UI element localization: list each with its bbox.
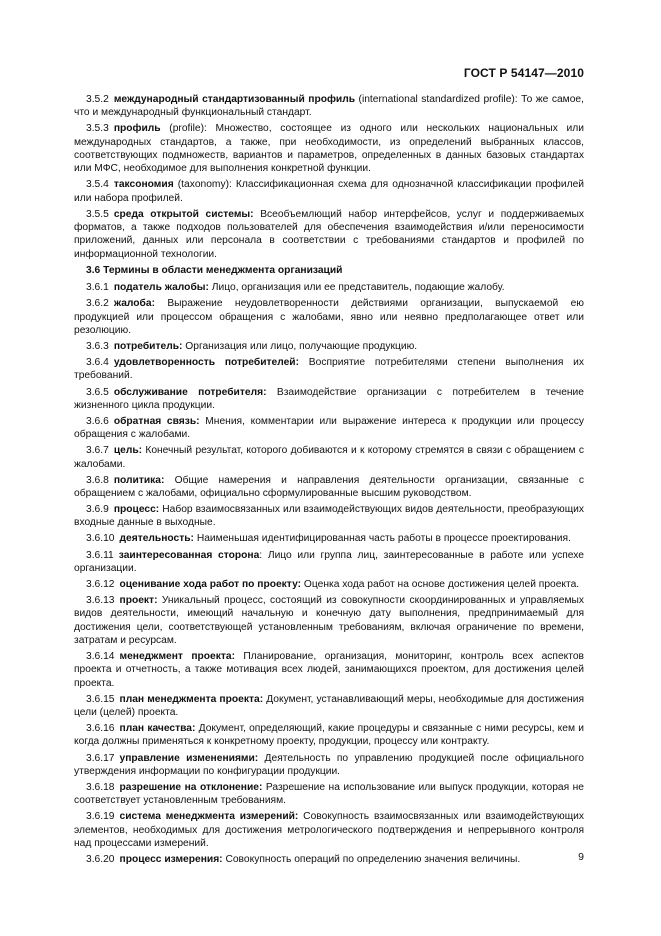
definition-paragraph (74, 532, 584, 545)
definition-term: цель: (113, 445, 143, 457)
definition-term: податель жалобы: (113, 282, 209, 294)
definition-term: менеджмент проекта: (119, 651, 236, 663)
definition-term: обратная связь: (113, 415, 200, 427)
definition-paragraph (74, 474, 584, 501)
definition-number: 3.6.14 (86, 651, 115, 663)
definition-paragraph (74, 781, 584, 808)
definition-text: Набор взаимосвязанных или взаимодействующих видов деятельности, преобразующих входные данные в выходные. (74, 504, 584, 529)
definition-text: Совокупность взаимосвязанных или взаимодействующих элементов, необходимых для достижения метрологического подтверждения и непрерывного контроля над процессами измерений. (74, 811, 584, 849)
definition-paragraph (74, 578, 584, 591)
definition-number: 3.6.20 (86, 853, 115, 865)
definition-term: процесс измерения: (119, 853, 223, 865)
definition-number: 3.6.12 (86, 578, 115, 590)
definition-term: разрешение на отклонение: (119, 781, 263, 793)
definition-text: (profile): Множество, состоящее из одного или нескольких национальных или международных стандартов, а также, при необходимости, из определений выбранных классов, соответствующих подмножеств, вариантов и параметров, определенных в данных базовых стандартах или МФС, необходимое для выполнения конкретной функции. (74, 123, 584, 175)
definition-paragraph (74, 810, 584, 850)
definition-number: 3.6.19 (86, 811, 115, 823)
definition-paragraph (74, 444, 584, 471)
definition-number: 3.6.16 (86, 723, 115, 735)
definition-number: 3.6.6 (86, 415, 109, 427)
definition-number: 3.6.11 (86, 549, 114, 561)
section-3-6-definitions (74, 281, 584, 866)
definition-text: Общие намерения и направления деятельности организации, связанные с обращением с жалобами, официально сформулированные высшим руководством. (74, 474, 584, 499)
definition-text: Планирование, организация, мониторинг, контроль всех аспектов проекта и отчетность, а также мотивация всех людей, занимающихся проектом, для достижения целей проекта. (74, 651, 584, 689)
definition-number: 3.6.9 (86, 504, 109, 516)
definition-paragraph (74, 650, 584, 690)
definition-text: Мнения, комментарии или выражение интереса к продукции или процессу обращения с жалобами. (74, 415, 584, 441)
definition-paragraph (74, 178, 584, 205)
definition-paragraph (74, 503, 584, 530)
definition-number: 3.6.13 (86, 595, 115, 607)
definition-text: Оценка хода работ на основе достижения целей проекта. (301, 578, 580, 590)
definition-number: 3.5.5 (86, 208, 109, 220)
definition-paragraph (74, 340, 584, 353)
definition-term: среда открытой системы: (113, 208, 254, 220)
definition-term: система менеджмента измерений: (119, 811, 299, 823)
definition-term: потребитель: (113, 341, 183, 353)
definition-term: удовлетворенность потребителей: (113, 357, 300, 369)
definition-paragraph (74, 693, 584, 720)
definition-term: международный стандартизованный профиль (113, 94, 356, 105)
definition-number: 3.6.15 (86, 693, 115, 705)
definition-number: 3.6.1 (86, 282, 109, 294)
definition-number: 3.6.2 (86, 298, 109, 310)
definition-paragraph (74, 853, 584, 866)
definition-number: 3.5.4 (86, 179, 109, 191)
definition-term: проект: (119, 595, 158, 607)
definition-paragraph (74, 122, 584, 175)
page-number: 9 (578, 851, 584, 863)
definition-term: деятельность: (119, 533, 194, 545)
definition-number: 3.6.18 (86, 781, 115, 793)
definition-number: 3.6.4 (86, 357, 109, 369)
definition-paragraph (74, 594, 584, 647)
definition-text: Документ, определяющий, какие процедуры и связанные с ними ресурсы, кем и когда должны применяться к конкретному проекту, продукции, процессу или контракту. (74, 723, 584, 748)
definition-paragraph (74, 297, 584, 337)
definition-number: 3.6.10 (86, 533, 115, 545)
definition-text: Деятельность по управлению продукцией после официального утверждения информации по конфигурации продукции. (74, 752, 584, 777)
section-3-5-definitions (74, 93, 584, 261)
definition-text: Совокупность операций по определению значения величины. (222, 853, 521, 865)
definition-text: Восприятие потребителями степени выполнения их требований. (74, 357, 585, 382)
definition-paragraph (74, 415, 584, 442)
definition-term: обслуживание потребителя: (113, 386, 267, 398)
definition-term: заинтересованная сторона (118, 549, 260, 561)
definition-number: 3.6.3 (86, 341, 109, 353)
definition-text: Разрешение на использование или выпуск продукции, которая не соответствует установленным требованиям. (74, 781, 584, 807)
definition-number: 3.5.3 (86, 123, 109, 135)
definition-term: политика: (113, 474, 165, 486)
definition-paragraph (74, 281, 584, 294)
definition-term: профиль (113, 123, 161, 135)
definition-paragraph (74, 752, 584, 779)
definition-number: 3.6.8 (86, 474, 109, 486)
definition-term: жалоба: (113, 298, 155, 310)
definition-number: 3.5.2 (86, 94, 109, 105)
definition-term: план менеджмента проекта: (119, 693, 264, 705)
definition-text: : Лицо или группа лиц, заинтересованные в работе или успехе организации. (74, 549, 584, 574)
definition-text: Выражение неудовлетворенности действиями организации, выпускаемой ею продукцией или процессом обращения с жалобами, явно или неявно предполагающее ответ или резолюцию. (74, 298, 584, 336)
definition-paragraph (74, 386, 584, 413)
definition-number: 3.6.5 (86, 386, 109, 398)
definition-text: Документ, устанавливающий меры, необходимые для достижения цели (целей) проекта. (74, 693, 584, 719)
definition-number: 3.6.17 (86, 752, 115, 764)
definition-paragraph (74, 722, 584, 749)
definition-paragraph (74, 93, 584, 120)
definition-text: Взаимодействие организации с потребителем в течение жизненного цикла продукции. (74, 386, 584, 411)
definition-term: процесс: (113, 504, 160, 516)
definition-term: оценивание хода работ по проекту: (119, 578, 302, 590)
definition-text: Лицо, организация или ее представитель, подающие жалобу. (208, 282, 505, 294)
definition-term: таксономия (113, 179, 174, 191)
definition-text: Уникальный процесс, состоящий из совокупности скоординированных и управляемых видов деятельности, имеющий начальную и конечную дату выполнения, предпринимаемый для достижения цели, соответствующей установленным требованиям, включая ограничение по времени, затратам и ресурсам. (74, 595, 584, 646)
definition-text: (international standardized profile): То же самое, что и международный функциональный стандарт. (74, 94, 584, 119)
definition-text: Всеобъемлющий набор интерфейсов, услуг и поддерживаемых форматов, а также подходов пользователей для обеспечения взаимодействия и/или переносимости приложений, данных или персонала в соответствии с требованиями стандартов и профилей по информационной технологии. (74, 208, 584, 260)
definition-text: Конечный результат, которого добиваются и к которому стремятся в связи с обращением с жалобами. (74, 445, 584, 470)
definition-number: 3.6.7 (86, 445, 109, 457)
document-body (74, 93, 584, 869)
definition-paragraph (74, 356, 584, 383)
definition-text: Организация или лицо, получающие продукцию. (182, 341, 418, 353)
definition-text: (taxonomy): Классификационная схема для однозначной классификации профилей или набора профилей. (74, 179, 584, 204)
definition-term: управление изменениями: (119, 752, 259, 764)
section-heading: 3.6 Термины в области менеджмента организаций (86, 264, 343, 276)
definition-paragraph (74, 208, 584, 261)
definition-paragraph (74, 549, 584, 576)
definition-text: Наименьшая идентифицированная часть работы в процессе проектирования. (193, 533, 571, 545)
standard-header: ГОСТ Р 54147—2010 (463, 66, 584, 80)
definition-term: план качества: (119, 723, 196, 735)
